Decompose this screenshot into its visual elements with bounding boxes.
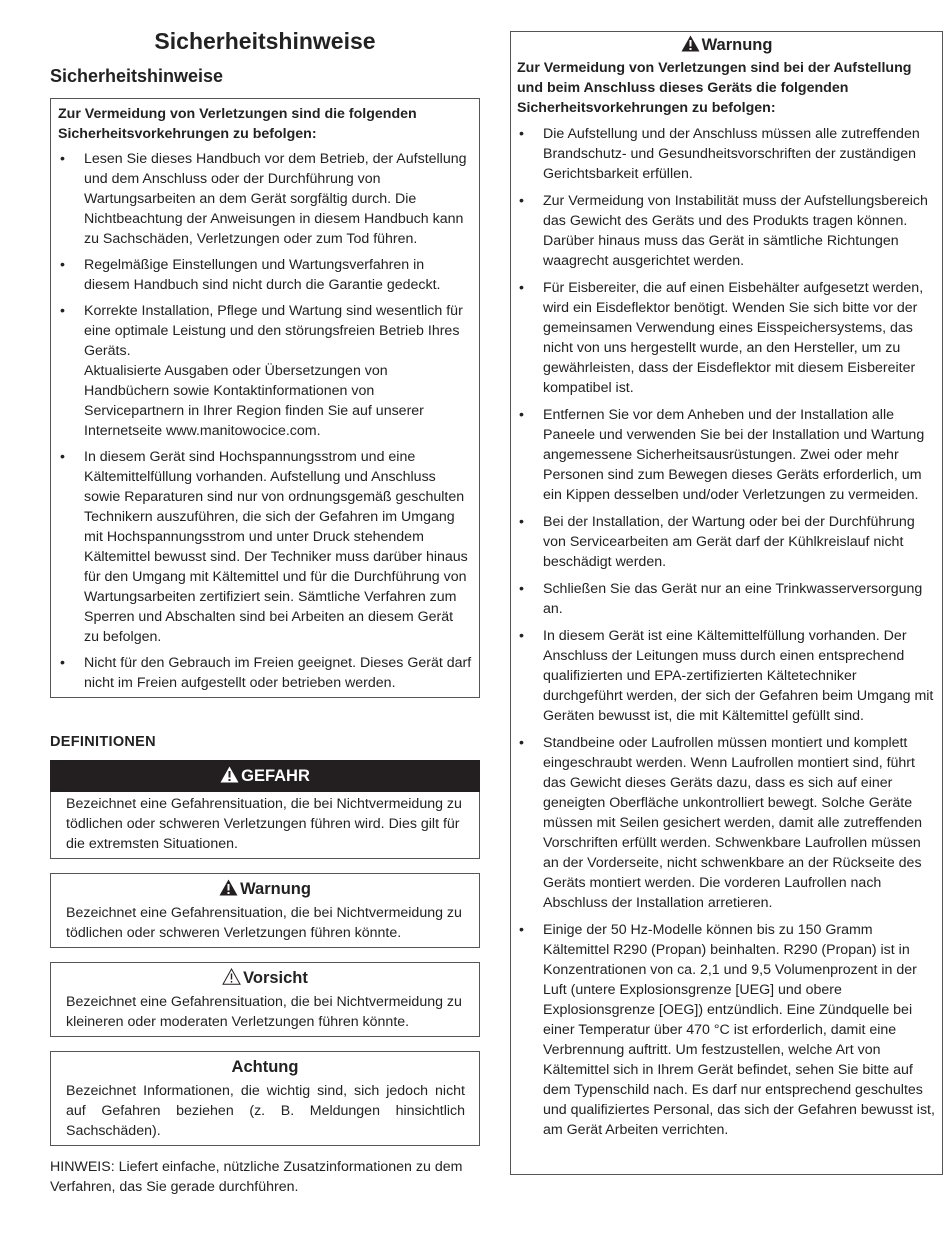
- installation-warning-intro: Zur Vermeidung von Verletzungen sind bei der Aufstellung und beim Anschluss dieses Geräts die folgenden Sicherheitsvorkehrungen zu befolgen:: [517, 60, 912, 116]
- caution-label: Vorsicht: [243, 969, 308, 987]
- list-item: [58, 653, 472, 693]
- list-item-text: Bei der Installation, der Wartung oder bei der Durchführung von Servicearbeiten am Gerät darf der Kühlkreislauf nicht beschädigt werden.: [543, 514, 915, 570]
- notice-header: [51, 1052, 479, 1081]
- bullet: •: [519, 581, 524, 597]
- list-item-text: Standbeine oder Laufrollen müssen montiert und komplett eingeschraubt werden. Wenn Laufrollen montiert sind, führt das Gewicht dieses Geräts dazu, dass es sich auf einer geneigten Oberfläche unkontrolliert bewegt. Solche Geräte müssen mit Seilen gesichert werden, damit alle zutreffenden Vorschriften erfüllt werden. Schwenkbare Laufrollen müssen an der Vorderseite, nicht schwenkbare an der Rückseite des Geräts montiert werden. Die vorderen Laufrollen nach Abschluss der Installation arretieren.: [543, 735, 923, 911]
- list-item: [517, 278, 936, 398]
- installation-warning-header: [517, 34, 936, 56]
- bullet: •: [519, 922, 524, 938]
- warning-triangle-black-icon: [681, 35, 700, 52]
- installation-warning-label: Warnung: [701, 36, 773, 54]
- bullet: •: [60, 151, 65, 167]
- caution-header: [51, 963, 479, 992]
- danger-body-box: [50, 792, 480, 859]
- list-item-text: In diesem Gerät sind Hochspannungsstrom und eine Kältemittelfüllung vorhanden. Aufstellung und Anschluss sowie Reparaturen sind nur von ordnungsgemäß geschulten Technikern auszuführen, die sich der Gefahren im Umgang mit Hochspannungsstrom und unter Druck stehendem Kältemittel bewusst sind. Der Techniker muss darüber hinaus für den Umgang mit Kältemittel und für die Durchführung von Wartungsarbeiten zertifiziert sein. Sämtliche Verfahren zum Sperren und Abschalten sind bei Arbeiten an diesem Gerät zu befolgen.: [84, 449, 468, 645]
- list-item: [517, 733, 936, 913]
- safety-list: [58, 149, 472, 693]
- section-title: Sicherheitshinweise: [50, 66, 224, 86]
- danger-text: Bezeichnet eine Gefahrensituation, die bei Nichtvermeidung zu tödlichen oder schweren Verletzungen führen wird. Dies gilt für die extremsten Situationen.: [66, 796, 462, 852]
- list-item-text: Die Aufstellung und der Anschluss müssen alle zutreffenden Brandschutz- und Gesundheitsvorschriften der zuständigen Gerichtsbarkeit erfüllen.: [543, 126, 920, 182]
- bullet: •: [519, 280, 524, 296]
- list-item: [58, 255, 472, 295]
- bullet: •: [60, 449, 65, 465]
- installation-warning-box: [510, 31, 943, 1175]
- warning-triangle-white-icon: [220, 766, 239, 783]
- list-item: [517, 626, 936, 726]
- bullet: •: [60, 655, 65, 671]
- list-item-text: Nicht für den Gebrauch im Freien geeignet. Dieses Gerät darf nicht im Freien aufgestellt oder betrieben werden.: [84, 655, 472, 691]
- caution-text: Bezeichnet eine Gefahrensituation, die bei Nichtvermeidung zu kleineren oder moderaten Verletzungen führen könnte.: [66, 994, 462, 1030]
- warning-triangle-outline-icon: [222, 968, 241, 985]
- warning-header: [51, 874, 479, 903]
- bullet: •: [60, 303, 65, 319]
- list-item-text: In diesem Gerät ist eine Kältemittelfüllung vorhanden. Der Anschluss der Leitungen muss durch einen entsprechend qualifizierten und EPA-zertifizierten Kältetechniker durchgeführt werden, der sich der Gefahren beim Umgang mit Geräten bewusst ist, die mit Kältemittel gefüllt sind.: [543, 628, 934, 724]
- page-title: Sicherheitshinweise: [154, 28, 376, 54]
- list-item: [58, 149, 472, 249]
- notice-text: Bezeichnet Informationen, die wichtig sind, sich jedoch nicht auf Gefahren beziehen (z. B. Meldungen hinsichtlich Sachschäden).: [66, 1083, 465, 1139]
- safety-intro: Zur Vermeidung von Verletzungen sind die folgenden Sicherheitsvorkehrungen zu befolgen:: [58, 106, 417, 142]
- list-item-text: Für Eisbereiter, die auf einen Eisbehälter aufgesetzt werden, wird ein Eisdeflektor benötigt. Wenden Sie sich bitte vor der gemeinsamen Verwendung eines Eisspeichersystems, das nicht von uns hergestellt wurde, an den Hersteller, um zu gewährleisten, dass der Eisdeflektor mit diesem Eisbereiter kompatibel ist.: [543, 280, 924, 396]
- note-text: HINWEIS: Liefert einfache, nützliche Zusatzinformationen zu dem Verfahren, das Sie gerade durchführen.: [50, 1159, 463, 1195]
- bullet: •: [519, 628, 524, 644]
- bullet: •: [519, 514, 524, 530]
- list-item-text: Entfernen Sie vor dem Anheben und der Installation alle Paneele und verwenden Sie bei der Installation und Wartung angemessene Sicherheitsausrüstungen. Zwei oder mehr Personen sind zum Bewegen dieses Geräts erforderlich, um ein Kippen desselben und/oder Verletzungen zu vermeiden.: [543, 407, 925, 503]
- list-item: [517, 124, 936, 184]
- danger-label: GEFAHR: [241, 767, 310, 785]
- list-item-text: Einige der 50 Hz-Modelle können bis zu 150 Gramm Kältemittel R290 (Propan) beinhalten. R290 (Propan) ist in Konzentrationen von ca. 2,1 und 9,5 Volumenprozent in der Luft (untere Explosionsgrenze [UEG] und obere Explosionsgrenze [OEG]) entzündlich. Eine Zündquelle bei einer Temperatur über 470 °C ist erforderlich, damit eine Verbrennung auftritt. Um festzustellen, welche Art von Kältemittel sich in Ihrem Gerät befindet, sehen Sie bitte auf dem Typenschild nach. Es darf nur entsprechend geschultes und qualifiziertes Personal, das sich der Gefahren bewusst ist, am Gerät Arbeiten verrichten.: [543, 922, 935, 1138]
- list-item: [58, 447, 472, 647]
- list-item: [517, 405, 936, 505]
- list-item: [517, 191, 936, 271]
- danger-header: [50, 760, 480, 792]
- notice-definition: [50, 1051, 480, 1146]
- bullet: •: [60, 257, 65, 273]
- list-item-text: Korrekte Installation, Pflege und Wartung sind wesentlich für eine optimale Leistung und den störungsfreien Betrieb Ihres Geräts.: [84, 303, 463, 359]
- safety-precautions-box: [50, 98, 480, 698]
- list-item: [517, 579, 936, 619]
- bullet: •: [519, 407, 524, 423]
- list-item: [517, 512, 936, 572]
- definitions-heading: DEFINITIONEN: [50, 734, 156, 750]
- warning-label: Warnung: [240, 880, 311, 898]
- list-item-continuation: [58, 361, 472, 441]
- list-item-text: Regelmäßige Einstellungen und Wartungsverfahren in diesem Handbuch sind nicht durch die Garantie gedeckt.: [84, 257, 441, 293]
- bullet: •: [519, 735, 524, 751]
- list-item-text: Lesen Sie dieses Handbuch vor dem Betrieb, der Aufstellung und dem Anschluss oder der Durchführung von Wartungsarbeiten an dem Gerät sorgfältig durch. Die Nichtbeachtung der Anweisungen in diesem Handbuch kann zu Sachschäden, Verletzungen oder zum Tod führen.: [84, 151, 467, 247]
- installation-warning-list: [517, 124, 936, 1140]
- list-item: [517, 920, 936, 1140]
- warning-text: Bezeichnet eine Gefahrensituation, die bei Nichtvermeidung zu tödlichen oder schweren Verletzungen führen könnte.: [66, 905, 462, 941]
- right-column: [510, 31, 943, 1175]
- list-item-text: Zur Vermeidung von Instabilität muss der Aufstellungsbereich das Gewicht des Geräts und des Produkts tragen können. Darüber hinaus muss das Gerät in sämtliche Richtungen waagrecht ausgerichtet werden.: [543, 193, 928, 269]
- notice-label: Achtung: [231, 1058, 299, 1076]
- danger-definition: [50, 760, 480, 859]
- caution-definition: [50, 962, 480, 1037]
- list-item-text: Schließen Sie das Gerät nur an eine Trinkwasserversorgung an.: [543, 581, 923, 617]
- warning-definition: [50, 873, 480, 948]
- left-column: [50, 26, 480, 1197]
- warning-triangle-black-icon: [219, 879, 238, 896]
- bullet: •: [519, 193, 524, 209]
- list-item-text: Aktualisierte Ausgaben oder Übersetzungen von Handbüchern sowie Kontaktinformationen von Servicepartnern in Ihrer Region finden Sie auf unserer Internetseite www.manitowocice.com.: [84, 363, 424, 439]
- bullet: •: [519, 126, 524, 142]
- list-item: [58, 301, 472, 361]
